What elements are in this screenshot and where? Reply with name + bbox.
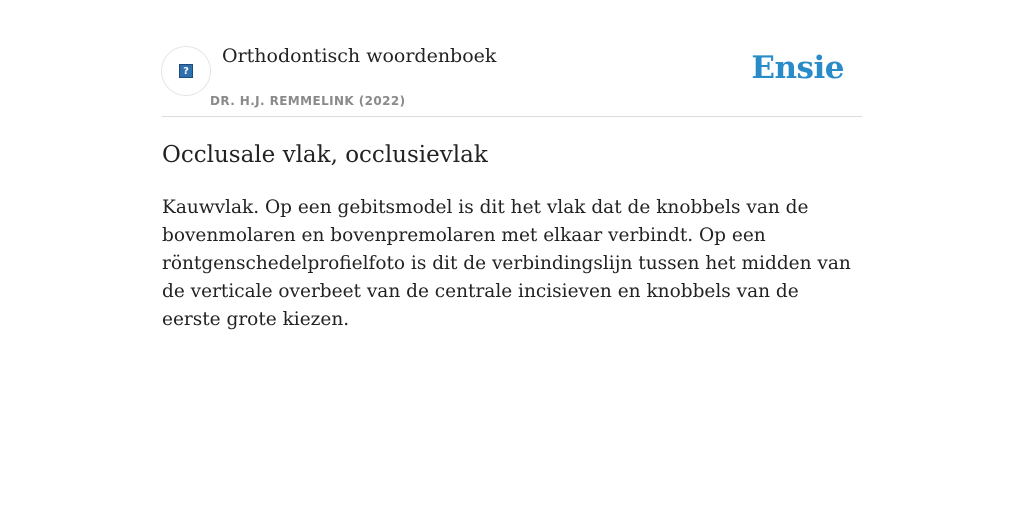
entry-definition: Kauwvlak. Op een gebitsmodel is dit het vlak dat de knobbels van de bovenmolaren en bovenpremolaren met elkaar verbindt. Op een röntgenschedelprofielfoto is dit de verbindingslijn tussen het midden van de verticale overbeet van de centrale incisieven en knobbels van de eerste grote kiezen. [162,197,851,330]
dictionary-cover-link[interactable] [162,47,210,95]
book-cover-icon: ? [179,64,193,78]
dictionary-author: DR. H.J. REMMELINK (2022) [210,94,406,108]
entry-term: Occlusale vlak, occlusievlak [162,142,488,168]
dictionary-header [162,0,862,117]
entry-card [162,0,862,334]
dictionary-title[interactable]: Orthodontisch woordenboek [222,45,497,67]
ensie-logo[interactable]: Ensie [751,50,844,86]
